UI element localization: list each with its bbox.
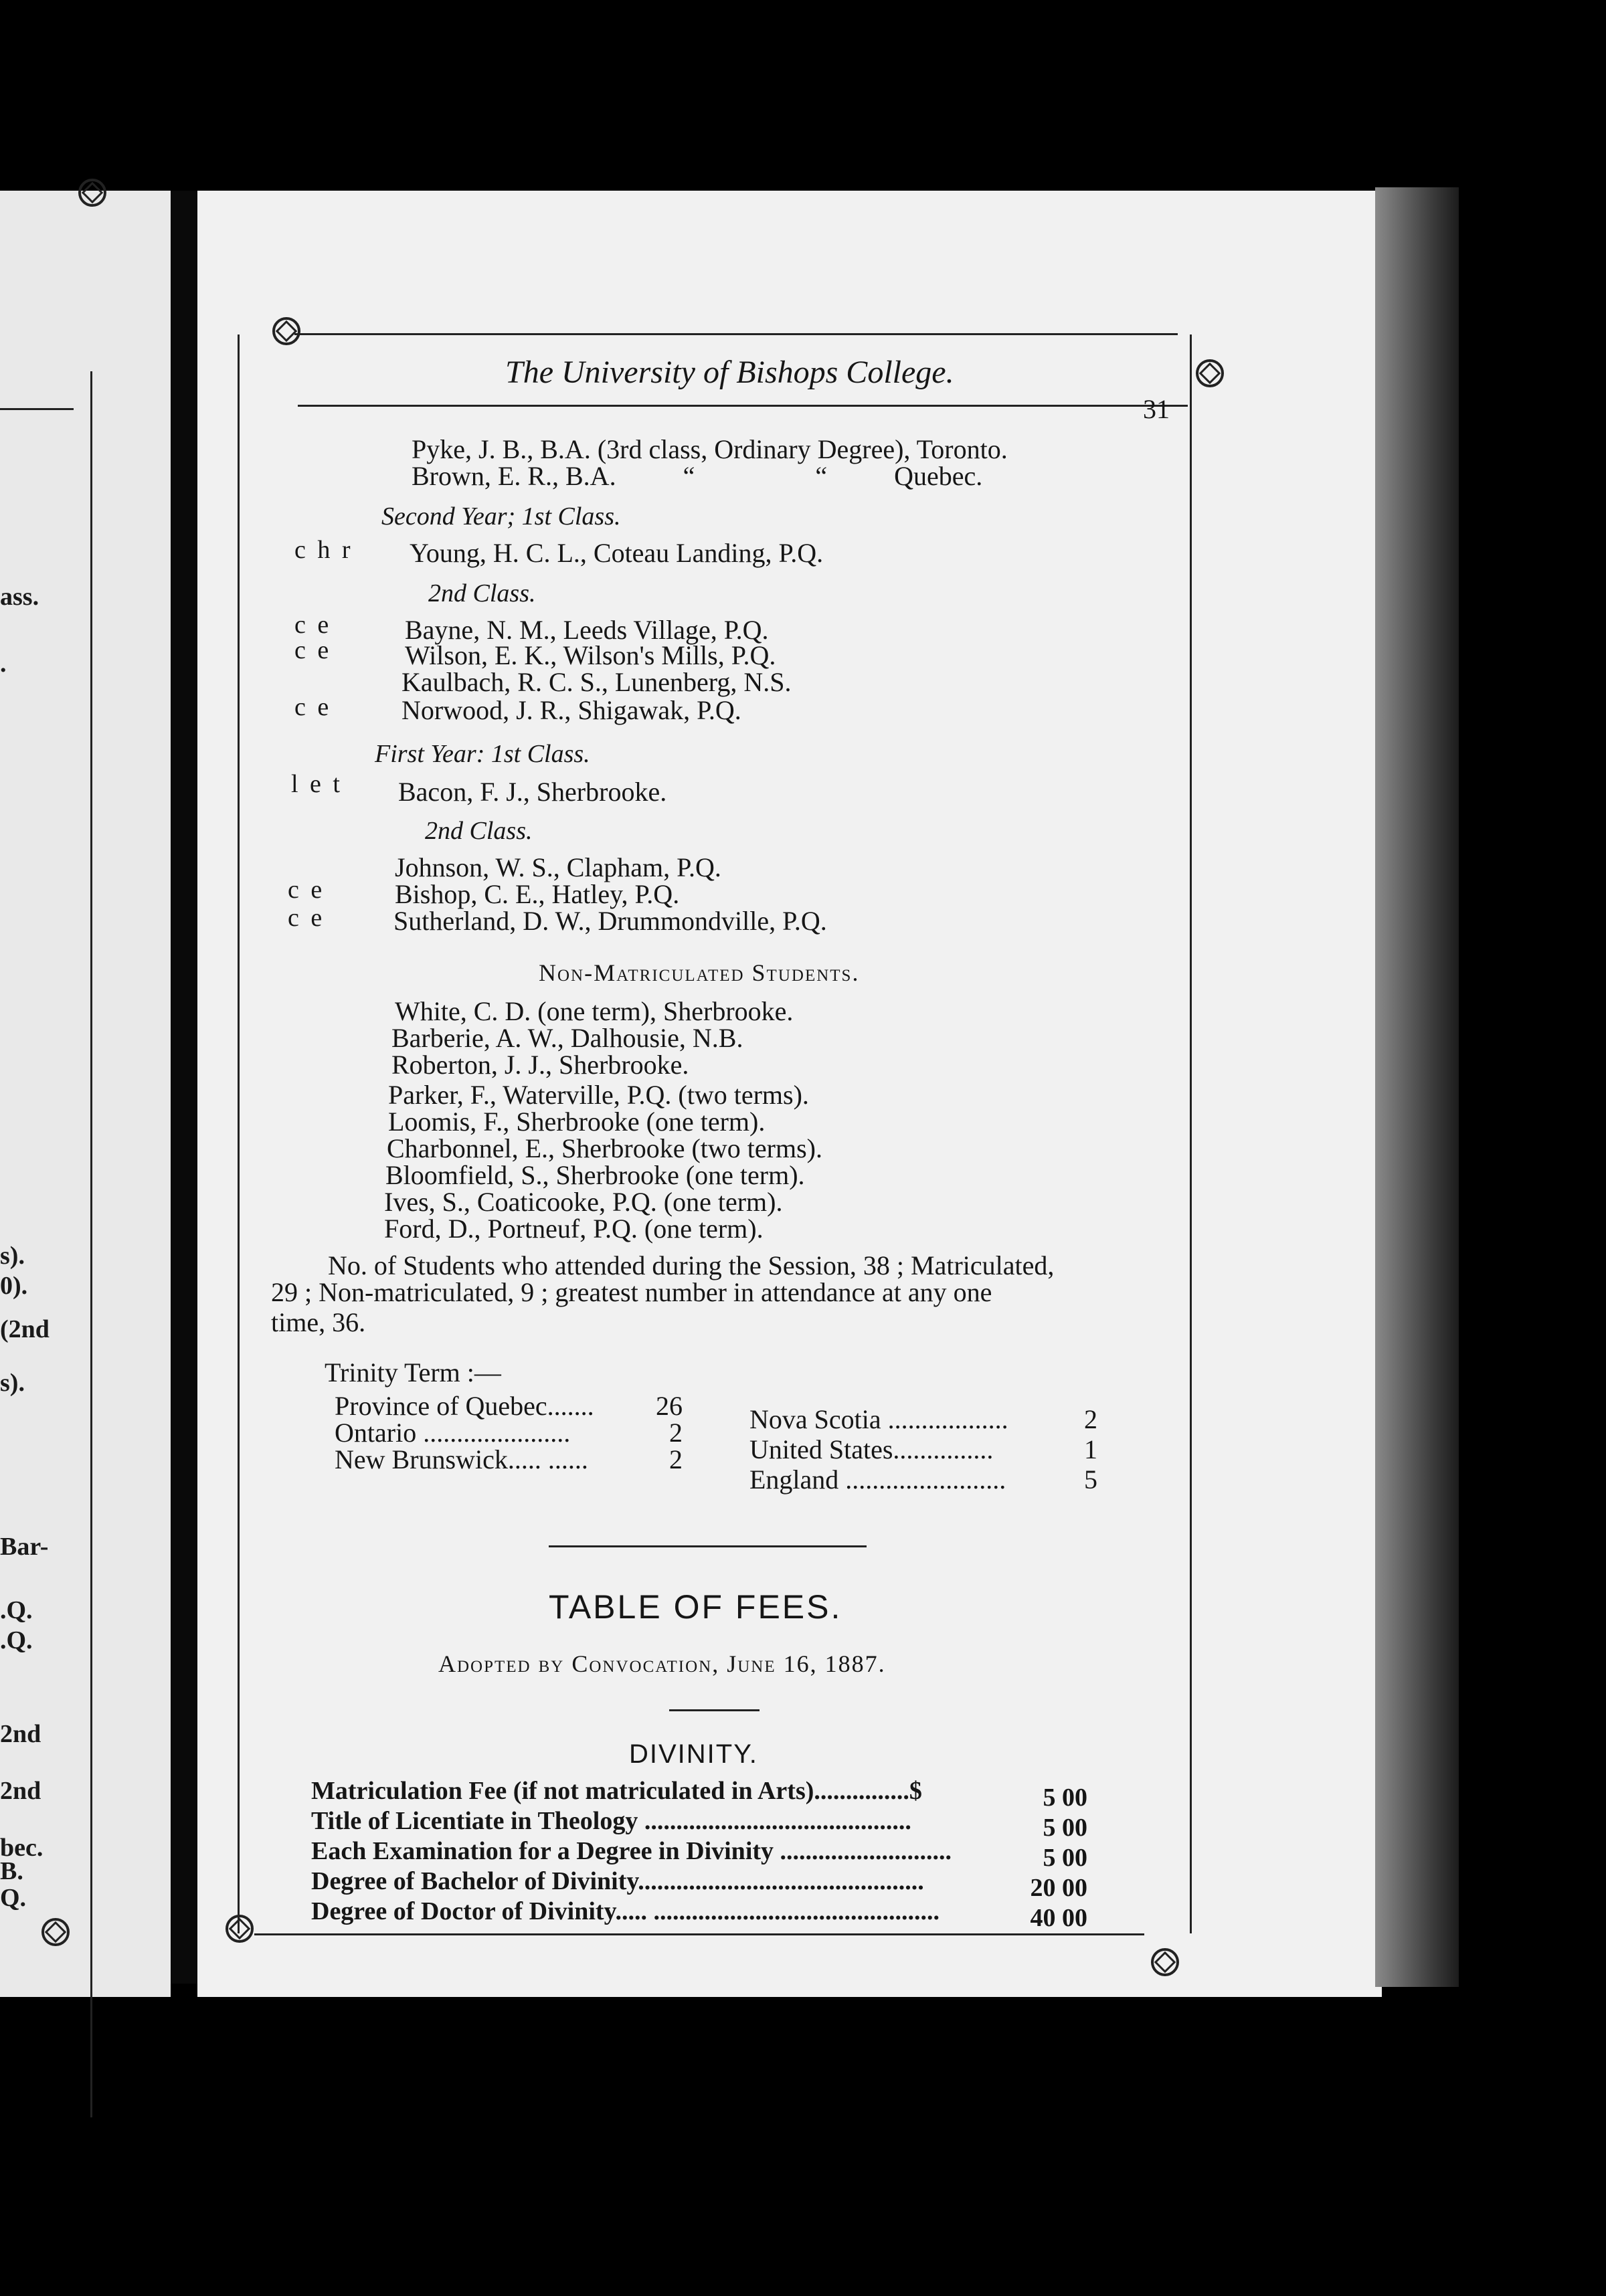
facing-page-rule bbox=[0, 408, 74, 410]
trinity-row bbox=[335, 1418, 683, 1448]
ornament-icon bbox=[1150, 1947, 1180, 1978]
fee-label: Matriculation Fee (if not matriculated in Arts)...............$ bbox=[311, 1777, 922, 1805]
book-spine bbox=[171, 191, 197, 1984]
trinity-value: 1 bbox=[1084, 1434, 1097, 1464]
entry-text: Bayne, N. M., Leeds Village, P.Q. bbox=[405, 615, 769, 645]
facing-page-border bbox=[90, 371, 92, 2117]
trinity-label: Province of Quebec....... bbox=[335, 1391, 594, 1421]
facing-text: s). bbox=[0, 1242, 25, 1270]
trinity-row bbox=[749, 1465, 1097, 1495]
entry-text: Kaulbach, R. C. S., Lunenberg, N.S. bbox=[402, 667, 792, 697]
student-name: Loomis, F., Sherbrooke (one term). bbox=[388, 1107, 766, 1137]
fees-title: TABLE OF FEES. bbox=[549, 1588, 842, 1626]
ornament-icon bbox=[40, 1917, 71, 1947]
entry-code: c e bbox=[294, 693, 332, 721]
facing-text: .Q. bbox=[0, 1626, 33, 1654]
fees-divider bbox=[669, 1709, 760, 1711]
fee-amount: 20 00 bbox=[1030, 1874, 1087, 1902]
trinity-label: Ontario ...................... bbox=[335, 1418, 571, 1448]
facing-text: 0). bbox=[0, 1272, 28, 1300]
trinity-row bbox=[335, 1392, 683, 1421]
summary-line: No. of Students who attended during the Session, 38 ; Matriculated, bbox=[328, 1250, 1055, 1280]
entry-code: c h r bbox=[294, 536, 353, 564]
ornament-icon bbox=[224, 1913, 255, 1944]
trinity-value: 2 bbox=[669, 1418, 683, 1448]
ornament-icon bbox=[77, 177, 108, 208]
facing-text: bec. bbox=[0, 1834, 43, 1862]
trinity-label: England ........................ bbox=[749, 1464, 1006, 1495]
student-name: Parker, F., Waterville, P.Q. (two terms). bbox=[388, 1080, 809, 1110]
entry-code: c e bbox=[294, 611, 332, 639]
entry-text: Johnson, W. S., Clapham, P.Q. bbox=[395, 852, 721, 882]
student-name: Ford, D., Portneuf, P.Q. (one term). bbox=[384, 1214, 764, 1244]
facing-text: Bar- bbox=[0, 1533, 49, 1561]
entry-code: c e bbox=[288, 904, 325, 932]
fee-amount: 40 00 bbox=[1030, 1904, 1087, 1932]
trinity-value: 26 bbox=[656, 1391, 683, 1421]
summary-line: 29 ; Non-matriculated, 9 ; greatest number in attendance at any one bbox=[271, 1277, 992, 1307]
facing-text: s). bbox=[0, 1369, 25, 1397]
student-name: Charbonnel, E., Sherbrooke (two terms). bbox=[387, 1133, 822, 1163]
facing-page bbox=[0, 191, 171, 1997]
fee-label: Degree of Bachelor of Divinity............................................. bbox=[311, 1867, 924, 1895]
entry-code: l e t bbox=[291, 770, 343, 798]
entry-text: Pyke, J. B., B.A. (3rd class, Ordinary Degree), Toronto. bbox=[412, 434, 1008, 464]
trinity-label: Nova Scotia .................. bbox=[749, 1404, 1008, 1434]
class-heading: 2nd Class. bbox=[425, 817, 533, 845]
facing-text: B. bbox=[0, 1857, 23, 1885]
student-name: Roberton, J. J., Sherbrooke. bbox=[391, 1050, 689, 1080]
facing-text: 2nd bbox=[0, 1720, 41, 1748]
facing-text: .Q. bbox=[0, 1596, 33, 1624]
class-heading: First Year: 1st Class. bbox=[375, 740, 590, 768]
trinity-row bbox=[335, 1445, 683, 1474]
entry-text: Bacon, F. J., Sherbrooke. bbox=[398, 777, 667, 807]
top-border-rule bbox=[294, 333, 1178, 335]
entry-code: c e bbox=[288, 876, 325, 904]
trinity-row bbox=[749, 1435, 1097, 1464]
header-rule bbox=[298, 405, 1188, 407]
fee-row bbox=[311, 1897, 1094, 1933]
fee-label: Each Examination for a Degree in Divinity ........................... bbox=[311, 1837, 952, 1865]
fee-amount: 5 00 bbox=[1043, 1784, 1087, 1812]
trinity-row bbox=[749, 1405, 1097, 1434]
fees-section: DIVINITY. bbox=[629, 1739, 758, 1769]
fee-amount: 5 00 bbox=[1043, 1844, 1087, 1872]
entry-code: c e bbox=[294, 636, 332, 664]
class-heading: 2nd Class. bbox=[428, 579, 536, 607]
bottom-border-rule bbox=[254, 1933, 1144, 1935]
trinity-value: 2 bbox=[1084, 1404, 1097, 1434]
section-heading: Non-Matriculated Students. bbox=[539, 959, 860, 986]
trinity-value: 2 bbox=[669, 1444, 683, 1474]
trinity-label: New Brunswick..... ...... bbox=[335, 1444, 588, 1474]
entry-text: Bishop, C. E., Hatley, P.Q. bbox=[395, 879, 680, 909]
entry-text: Young, H. C. L., Coteau Landing, P.Q. bbox=[410, 538, 824, 568]
facing-text: . bbox=[0, 650, 7, 678]
student-name: Barberie, A. W., Dalhousie, N.B. bbox=[391, 1023, 743, 1053]
student-name: White, C. D. (one term), Sherbrooke. bbox=[395, 996, 794, 1026]
entry-text: Wilson, E. K., Wilson's Mills, P.Q. bbox=[405, 640, 776, 670]
student-name: Ives, S., Coaticooke, P.Q. (one term). bbox=[384, 1187, 783, 1217]
page-number: 31 bbox=[1143, 394, 1170, 424]
entry-text: Sutherland, D. W., Drummondville, P.Q. bbox=[393, 906, 827, 936]
trinity-value: 5 bbox=[1084, 1464, 1097, 1495]
entry-text: Norwood, J. R., Shigawak, P.Q. bbox=[402, 695, 741, 725]
trinity-label: United States............... bbox=[749, 1434, 994, 1464]
section-divider bbox=[549, 1545, 867, 1547]
page-edge bbox=[1375, 187, 1459, 1987]
summary-line: time, 36. bbox=[271, 1307, 366, 1337]
entry-text: Brown, E. R., B.A. “ “ Quebec. bbox=[412, 461, 983, 491]
facing-text: (2nd bbox=[0, 1315, 50, 1343]
running-title: The University of Bishops College. bbox=[505, 355, 954, 390]
fee-label: Title of Licentiate in Theology .......................................... bbox=[311, 1807, 911, 1835]
class-heading: Second Year; 1st Class. bbox=[381, 502, 621, 531]
fee-label: Degree of Doctor of Divinity..... ............................................. bbox=[311, 1897, 940, 1925]
ornament-icon bbox=[1194, 358, 1225, 389]
facing-text: 2nd bbox=[0, 1777, 41, 1805]
student-name: Bloomfield, S., Sherbrooke (one term). bbox=[385, 1160, 805, 1190]
fee-amount: 5 00 bbox=[1043, 1814, 1087, 1842]
facing-text: Q. bbox=[0, 1884, 27, 1912]
facing-text: ass. bbox=[0, 583, 39, 611]
ornament-icon bbox=[271, 316, 302, 347]
trinity-heading: Trinity Term :— bbox=[325, 1357, 501, 1388]
fees-subtitle: Adopted by Convocation, June 16, 1887. bbox=[438, 1650, 886, 1677]
